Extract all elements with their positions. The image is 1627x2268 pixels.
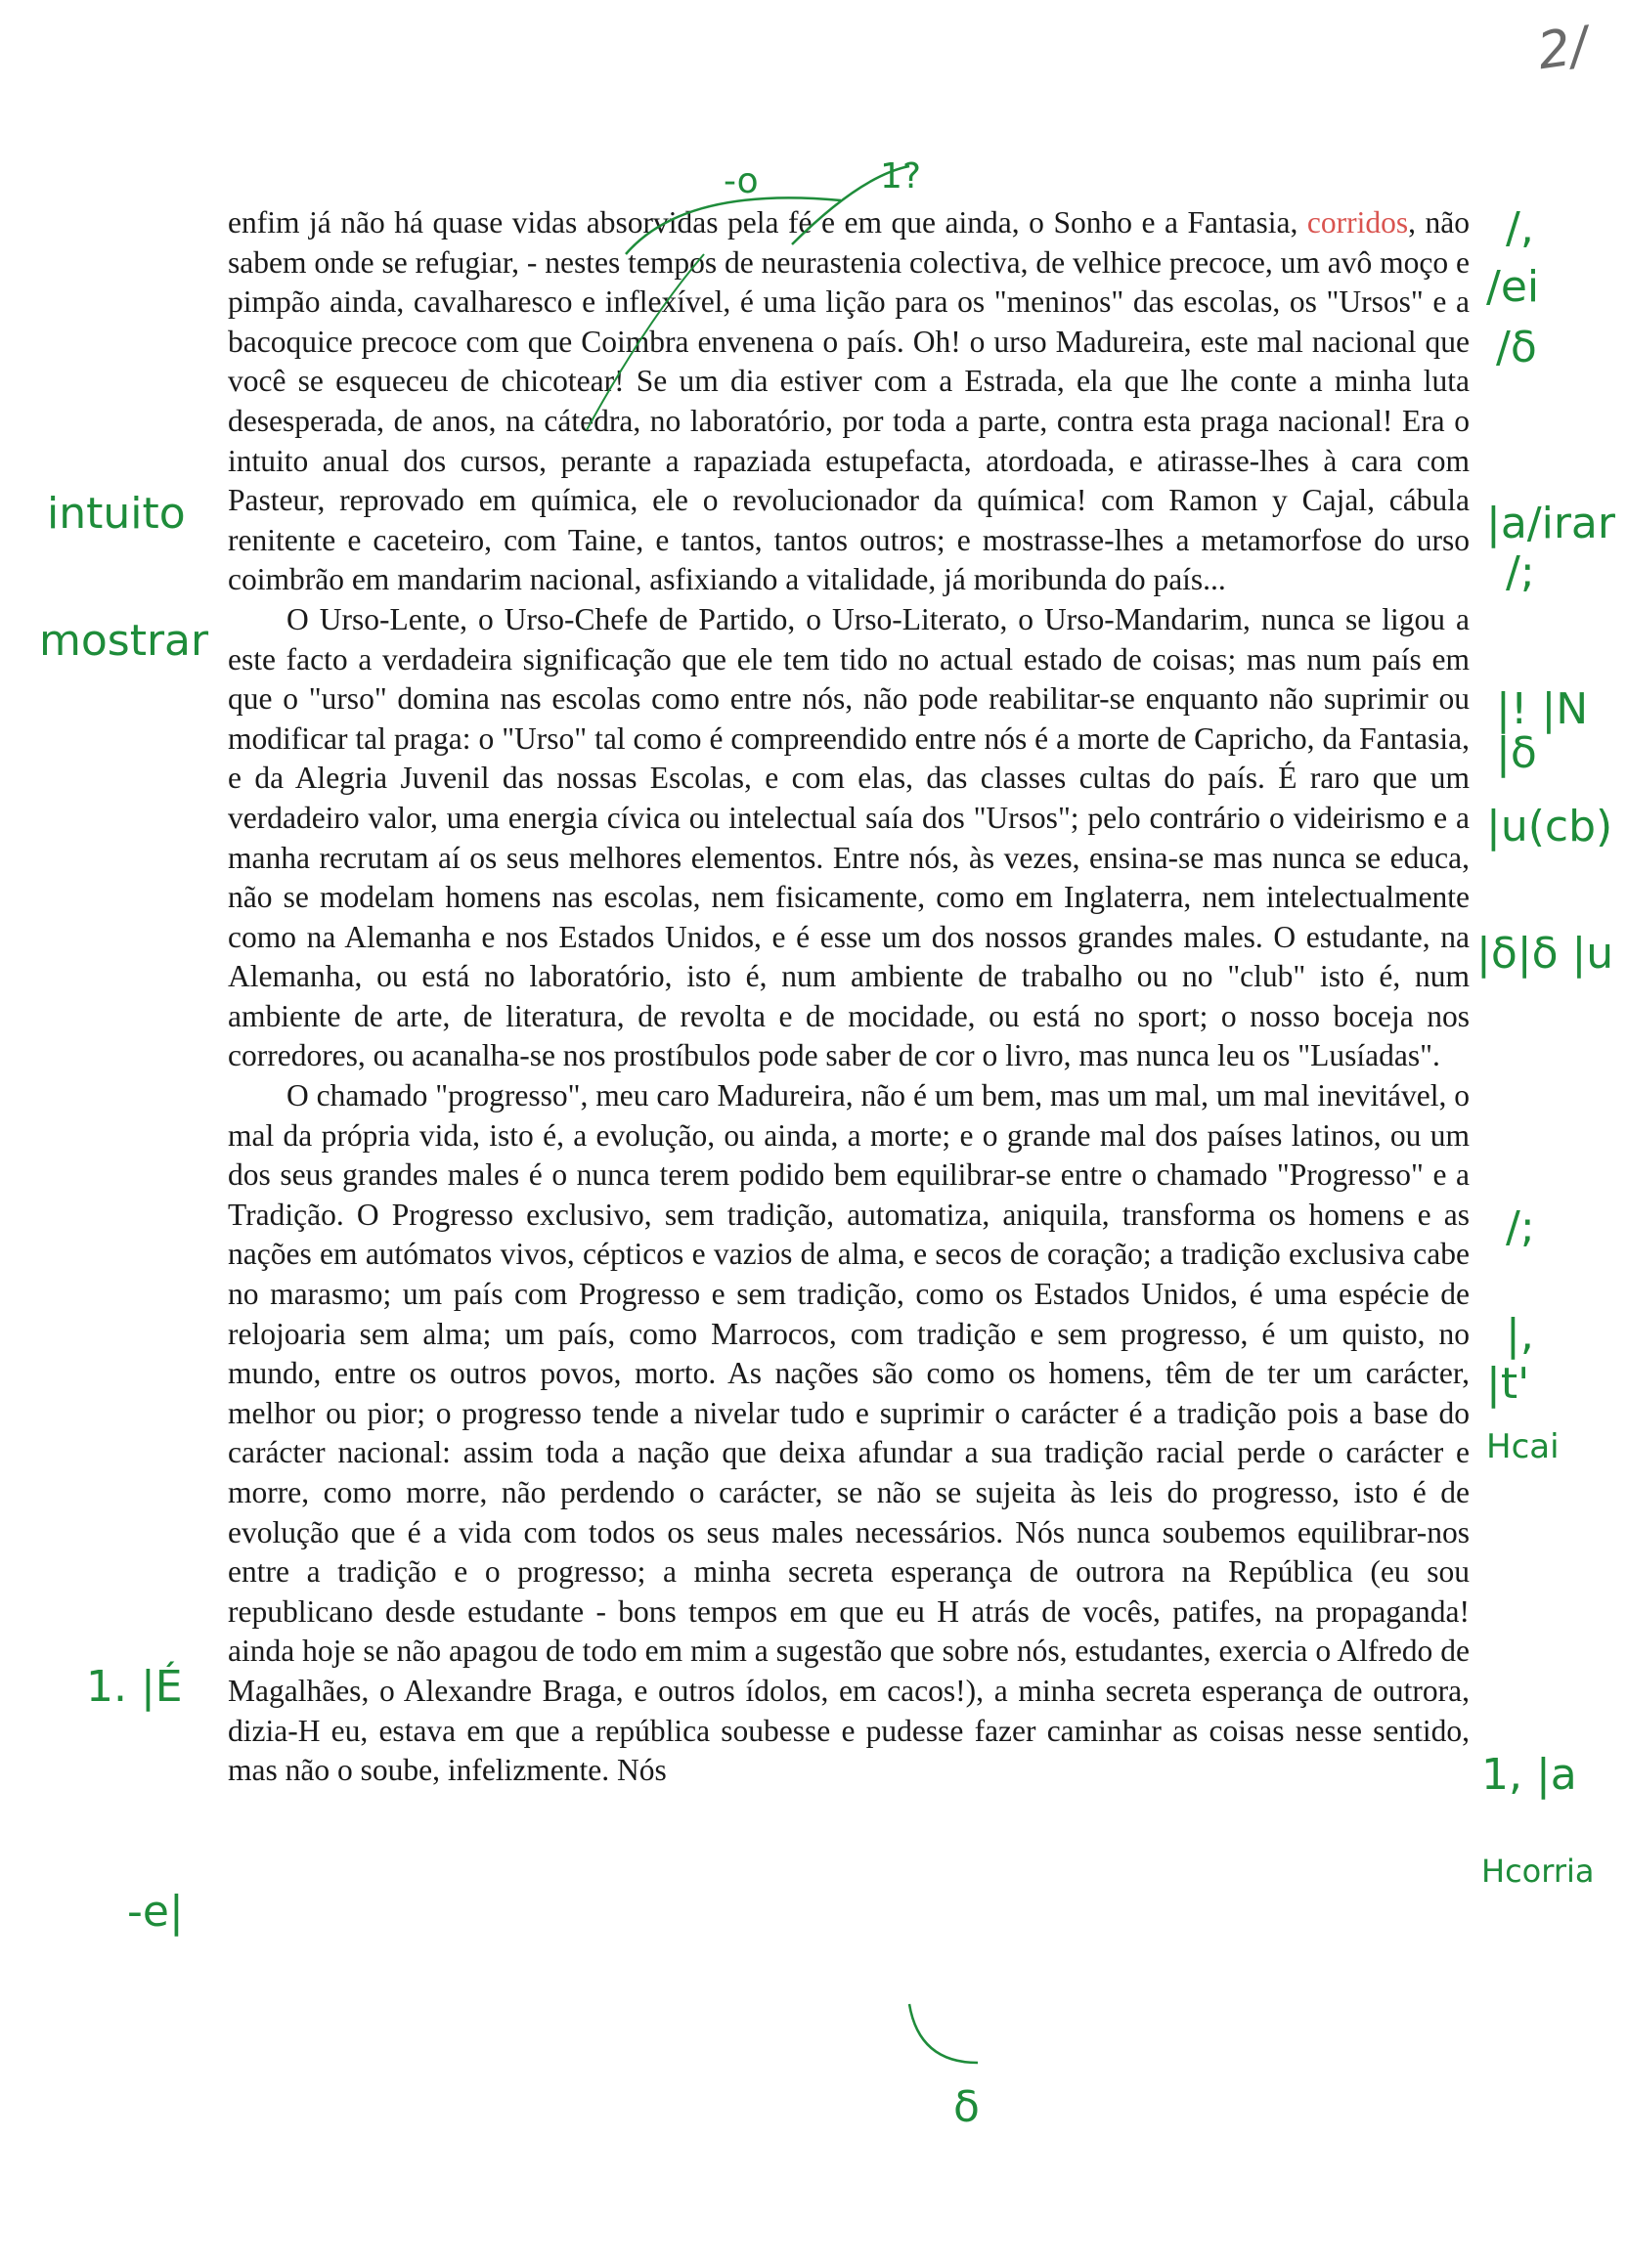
margin-annotation: /,	[1506, 203, 1534, 253]
correction-stroke	[909, 2004, 978, 2063]
margin-annotation: 1, |a	[1481, 1750, 1577, 1800]
bottom-annotation: δ	[953, 2082, 980, 2132]
paragraph-3: O chamado "progresso", meu caro Madureira, não é um bem, mas um mal, um mal inevitável, o mal da própria vida, isto é, a evolução, ou ainda, a morte; e o grande mal dos países latinos, ou um dos seus grandes males é o nunca terem podido bem equilibrar-se entre o chamado "Progresso" e a Tradição. O Progresso exclusivo, sem tradição, automatiza, aniquila, transforma os homens e as nações em autómatos vivos, cépticos e vazios de alma, e secos de coração; a tradição exclusiva cabe no marasmo; um país com Progresso e sem tradição, como os Estados Unidos, é uma espécie de relojoaria sem alma; um país, como Marrocos, com tradição e sem progresso, é um quisto, no mundo, entre os outros povos, morto. As nações são como os homens, têm de ter um carácter, melhor ou pior; o progresso tende a nivelar tudo e suprimir o carácter é a tradição pois a base do carácter nacional: assim toda a nação que deixa afundar a sua tradição racial perde o carácter e morre, como morre, não perdendo o carácter, se não se sujeita às leis do progresso, isto é de evolução que é a vida com todos os seus males necessários. Nós nunca soubemos equilibrar-nos entre a tradição e o progresso; a minha secreta esperança de outrora na República (eu sou republicano desde estudante - bons tempos em que eu H atrás de vocês, patifes, na propaganda! ainda hoje se não apagou de todo em mim a sugestão que sobre nós, estudantes, exercia o Alfredo de Magalhães, o Alexandre Braga, e outros ídolos, em cacos!), a minha secreta esperança de outrora, dizia-H eu, estava em que a república soubesse e pudesse fazer caminhar as coisas nesse sentido, mas não o soube, infelizmente. Nós	[228, 1078, 1470, 1788]
paragraph-2: O Urso-Lente, o Urso-Chefe de Partido, o Urso-Literato, o Urso-Mandarim, nunca se ligou a este facto a verdadeira significação que ele tem tido no actual estado de coisas; mas num país em que o "urso" domina nas escolas como entre nós, não pode reabilitar-se enquanto não suprimir ou modificar tal praga: o "Urso" tal como é compreendido entre nós é a morte de Capricho, da Fantasia, e da Alegria Juvenil das nossas Escolas, e com elas, das classes cultas do país. É raro que um verdadeiro valor, uma energia cívica ou intelectual saía dos "Ursos"; pelo contrário o videirismo e a manha recrutam aí os seus melhores elementos. Entre nós, às vezes, ensina-se mas nunca se educa, não se modelam homens nas escolas, nem fisicamente, como em Inglaterra, nem intelectualmente como na Alemanha e nos Estados Unidos, e é esse um dos nossos grandes males. O estudante, na Alemanha, ou está no laboratório, isto é, num ambiente de trabalho ou no "club" isto é, num ambiente de arte, de literatura, de revolta e de mocidade, ou está no sport; o nosso boceja nos corredores, ou acanalha-se nos prostíbulos pode saber de cor o livro, mas nunca leu os "Lusíadas".	[228, 601, 1470, 1073]
top-annotation: 1?	[880, 156, 922, 196]
margin-annotation: /;	[1506, 1202, 1535, 1252]
margin-annotation: |δ|δ |u	[1476, 929, 1614, 979]
margin-annotation: Hcorria	[1481, 1853, 1595, 1890]
highlighted-word: corridos	[1306, 205, 1409, 240]
margin-annotation: |a/irar	[1486, 499, 1615, 548]
top-annotation: -o	[724, 161, 759, 201]
margin-annotation: mostrar	[39, 616, 209, 666]
margin-annotation: |,	[1506, 1310, 1534, 1360]
margin-annotation: /δ	[1496, 323, 1537, 372]
margin-annotation: /ei	[1486, 262, 1540, 312]
margin-annotation: |u(cb)	[1486, 802, 1613, 851]
margin-annotation: intuito	[47, 489, 186, 539]
margin-annotation: /;	[1506, 547, 1535, 597]
margin-annotation: |t'	[1486, 1359, 1530, 1409]
margin-annotation: |! |N	[1496, 684, 1589, 734]
document-body	[228, 203, 1470, 1791]
page-number: 2/	[1534, 16, 1592, 82]
margin-annotation: -e|	[127, 1887, 184, 1937]
paragraph-1-start: enfim já não há quase vidas absorvidas pela fé e em que ainda, o Sonho e a Fantasia,	[228, 205, 1307, 240]
paragraph-1-rest: , não sabem onde se refugiar, - nestes tempos de neurastenia colectiva, de velhice precoce, um avô moço e pimpão ainda, cavalharesco e inflexível, é uma lição para os "meninos" das escolas, os "Ursos" e a bacoquice precoce com que Coimbra envenena o país. Oh! o urso Madureira, este mal nacional que você se esqueceu de chicotear! Se um dia estiver com a Estrada, ela que lhe conte a minha luta desesperada, de anos, na cátedra, no laboratório, por toda a parte, contra esta praga nacional! Era o intuito anual dos cursos, perante a rapaziada estupefacta, atordoada, e atirasse-lhes à cara com Pasteur, reprovado em química, ele o revolucionador da química! com Ramon y Cajal, cábula renitente e caceteiro, com Taine, e tantos, tantos outros; e mostrasse-lhes a metamorfose do urso coimbrão em mandarim nacional, asfixiando a vitalidade, já moribunda do país...	[228, 205, 1471, 597]
margin-annotation: Hcai	[1486, 1427, 1560, 1466]
margin-annotation: |δ	[1496, 728, 1537, 778]
margin-annotation: 1. |É	[86, 1662, 183, 1712]
paragraph-1	[228, 203, 1470, 600]
